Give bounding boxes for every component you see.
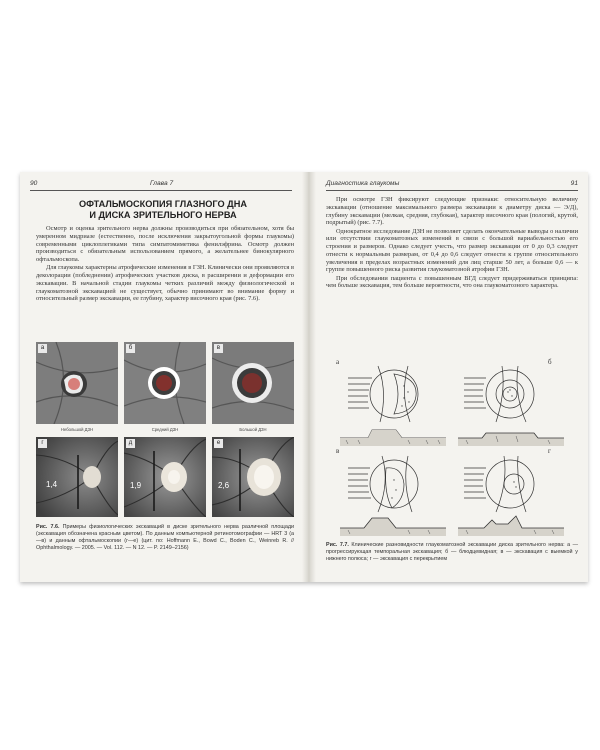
diagram-temporal-excavation [338,364,450,450]
hrt-scan-large-image [212,342,294,424]
left-page [20,172,302,582]
label-large-disc: Большой ДЗН [239,427,267,432]
section-title-line-2: И ДИСКА ЗРИТЕЛЬНОГО НЕРВА [89,210,237,220]
left-running-head [30,178,292,191]
figure-7-7-caption [326,542,578,563]
fundus-photo-small-disc [36,437,118,517]
fundus-medium-image [124,437,206,517]
diagram-label-a: а [336,358,340,366]
figure-tag-b: б [126,344,135,353]
left-paragraph-1: Осмотр и оценка зрительного нерва должны производиться при обязательном, хотя бы умеренном мидриазе (естественно, после исключения закрытоугольной формы глаукомы) современными циклоплегиками типа симпатомиметика фенилэфрина. Осмотр должен производиться с обязательным использованием прямого, а желательнее бинокулярного офтальмоскопа. [36,225,294,263]
hrt-scan-large-disc [212,342,294,424]
right-paragraph-2: Однократное исследование ДЗН не позволяет сделать окончательные выводы о наличии или отсутствии глаукоматозных изменений в связи с большой вариабельностью его строения и размеров. Однако следует учесть, что размер экскавации от 0 до 0,3 следует отнести к нормальным размерам, от 0,4 до 0,6 следует отнести к группе относительного увеличения в пределах возрастных изменений для лиц старше 50 лет, а больше 0,6 — к группе повышенного риска развития глаукоматозной атрофии ГЗН. [326,227,578,274]
hrt-scan-medium-image [124,342,206,424]
right-page-number: 91 [570,180,578,187]
right-running-head [326,178,578,191]
diagram-label-b: б [548,358,552,366]
disc-measurement-medium: 1,9 [130,481,142,490]
right-paragraph-1: При осмотре ГЗН фиксируют следующие признаки: относительную величину экскавации (отношение максимального размера экскавации к диаметру диска — Э/Д), глубину экскавации (мелкая, средняя, глубокая), характер височного края (пологий, крутой, подрытый) (рис. 7.7). [326,196,578,227]
disc-measurement-small: 1,4 [46,480,58,489]
label-medium-disc: Средний ДЗН [151,427,179,432]
figure-7-7-label: Рис. 7.7. [326,542,349,548]
hrt-scan-small-image [36,342,118,424]
figure-tag-c: в [214,344,223,353]
figure-tag-e: е [214,439,223,448]
section-title [38,199,288,221]
figure-tag-a: а [38,344,47,353]
left-page-number: 90 [30,180,38,187]
right-body-text [326,196,578,291]
diagram-label-c: в [336,447,340,455]
section-title-line-1: ОФТАЛЬМОСКОПИЯ ГЛАЗНОГО ДНА [79,199,247,209]
left-body-text [36,225,294,304]
running-head-title: Диагностика глаукомы [326,180,400,187]
diagram-label-d: г [548,447,551,455]
figure-7-7-caption-text: Клинические разновидности глаукоматозной экскавации диска зрительного нерва: а — прогрессирующая темпоральная экскавация; б — блюдцевидная; в — экскавация с выемкой у нижнего полюса; г — экскавация с перекрытием [326,542,579,562]
right-paragraph-3: При обследовании пациента с повышенным ВГД следует придерживаться принципа: чем больше экскавация, тем больше вероятности, что она глаукоматозного характера. [326,274,578,290]
book-gutter [302,172,316,582]
figure-7-6-caption-text: Примеры физиологических экскаваций в диске зрительного нерва различной площади (экскавация обозначена красным цветом). По данным компьютерной ретинотомографии — HRT 3 (а—в) и данным офтальмоскопии (г—е) (цит. по: Hoffmann E., Bowd C., Boden C., Weinreb R. // Ophthalmology. — 2005. — Vol. 112. — N 12. — P. 2149–2156) [36,524,294,551]
diagram-overhang-excavation [456,454,568,540]
figure-7-6-caption [36,524,294,552]
right-page [316,172,588,582]
fundus-small-image [36,437,118,517]
hrt-scan-medium-disc [124,342,206,424]
diagram-saucer-excavation [456,364,568,450]
fundus-photo-large-disc [212,437,294,517]
fundus-large-image [212,437,294,517]
fundus-photo-medium-disc [124,437,206,517]
book-spread [20,172,588,582]
diagram-notch-excavation [338,454,450,540]
chapter-title: Глава 7 [150,180,174,187]
disc-measurement-large: 2,6 [218,481,230,490]
label-small-disc: Небольшой ДЗН [60,427,94,432]
left-paragraph-2: Для глаукомы характерны атрофические изменения в ГЗН. Клинически они проявляются в деколорации (побледнении) атрофических участков диска, в расширении и деформации его экскавации. В начальной стадии глаукомы четких различий между физиологической и глаукоматозной экскавацией не существует, обычно принимают во внимание форму и относительный размер экскавации, ее глубину, характер височного края (рис. 7.6). [36,264,294,303]
figure-tag-g: г [38,439,47,448]
figure-7-6-label: Рис. 7.6. [36,524,60,530]
figure-tag-d: д [126,439,135,448]
hrt-scan-small-disc [36,342,118,424]
